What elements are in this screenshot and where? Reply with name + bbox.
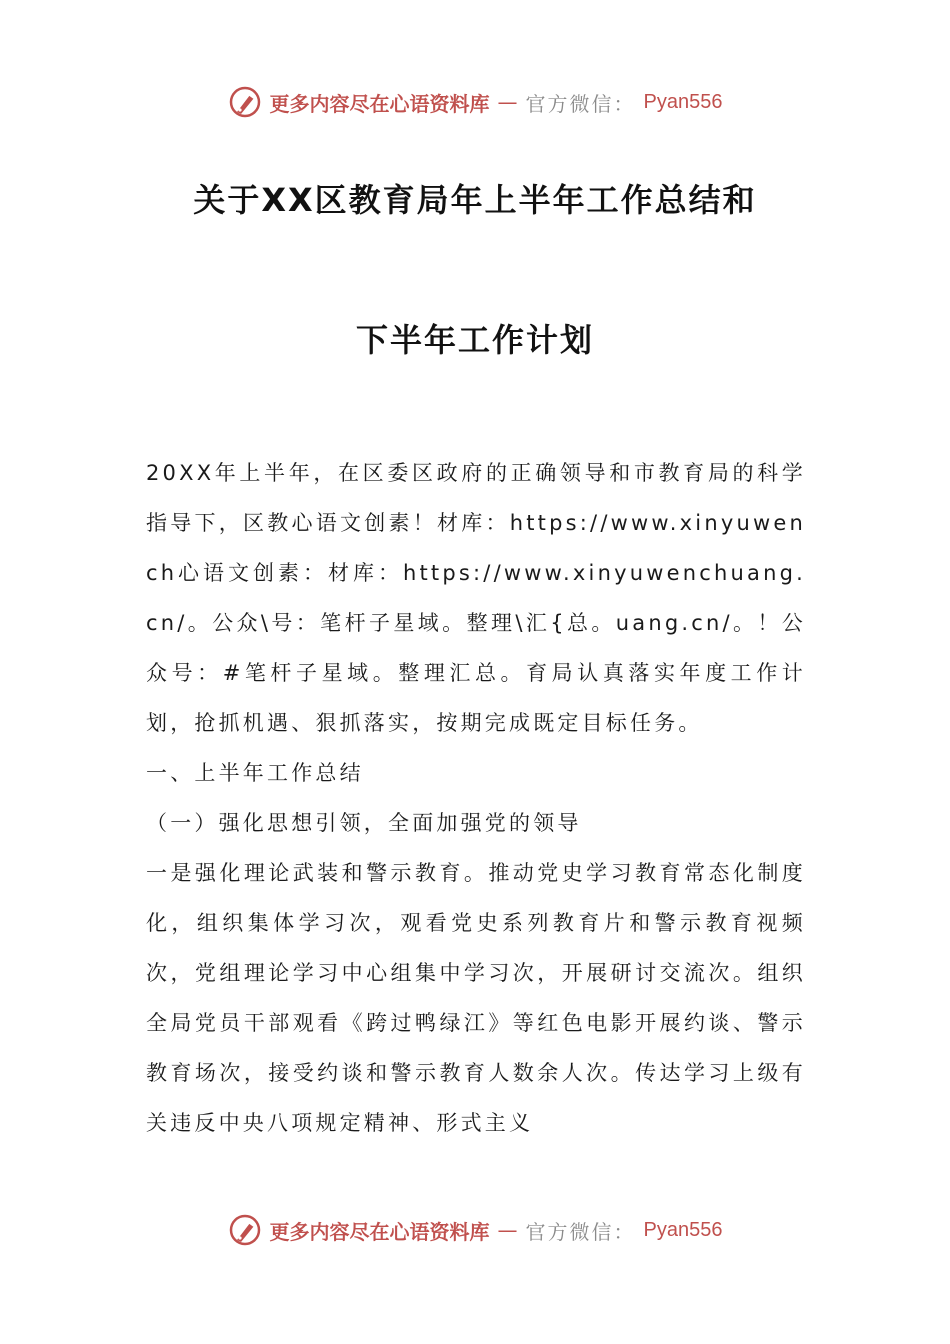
subsection-heading-1: （一）强化思想引领，全面加强党的领导 <box>146 811 582 835</box>
banner-wechat-id: Pyan556 <box>643 90 723 113</box>
pen-nib-logo-icon <box>228 1213 262 1247</box>
footer-banner <box>0 1210 950 1250</box>
header-banner <box>0 82 950 122</box>
section-heading-1: 一、上半年工作总结 <box>146 761 364 785</box>
body-paragraph-1: 一是强化理论武装和警示教育。推动党史学习教育常态化制度化，组织集体学习次，观看党史系列教育片和警示教育视频次，党组理论学习中心组集中学习次，开展研讨交流次。组织全局党员干部观看《跨过鸭绿江》等红色电影开展约谈、警示教育场次，接受约谈和警示教育人数余人次。传达学习上级有关违反中央八项规定精神、形式主义 <box>146 861 806 1135</box>
banner-official-label: 官方微信： <box>525 91 636 116</box>
document-body <box>146 448 806 1148</box>
banner-brand-text: 更多内容尽在心语资料库 <box>269 91 490 116</box>
intro-paragraph: 20XX年上半年，在区委区政府的正确领导和市教育局的科学指导下，区教心语文创素！材库：https://www.xinyuwench心语文创素：材库：https://www.xinyuwenchuang.cn/。公众\号：笔杆子星域。整理\汇{总。uang.cn/。！公众号：#笔杆子星域。整理汇总。育局认真落实年度工作计划，抢抓机遇、狠抓落实，按期完成既定目标任务。 <box>146 461 806 735</box>
document-title-line-2: 下半年工作计划 <box>355 321 594 359</box>
document-title-line-1: 关于XX区教育局年上半年工作总结和 <box>193 181 757 219</box>
banner-dash: — <box>497 90 518 114</box>
footer-official-label: 官方微信： <box>525 1219 636 1244</box>
footer-wechat-id: Pyan556 <box>643 1218 723 1241</box>
footer-brand-text: 更多内容尽在心语资料库 <box>269 1219 490 1244</box>
pen-nib-logo-icon <box>228 85 262 119</box>
footer-dash: — <box>497 1218 518 1242</box>
